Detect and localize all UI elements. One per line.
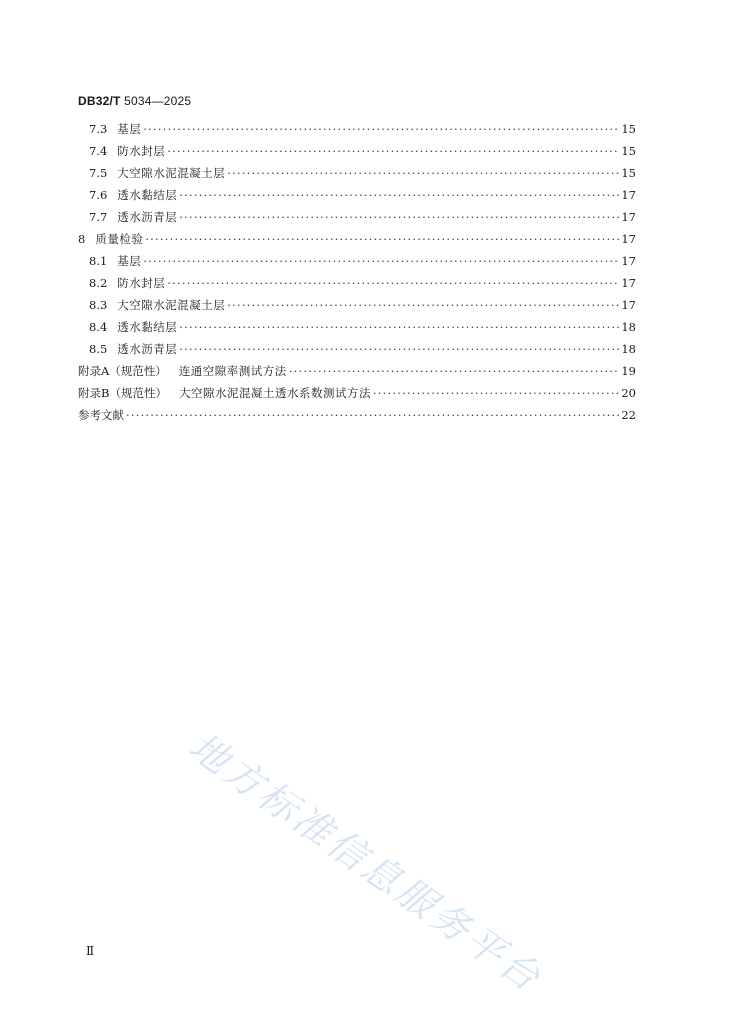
toc-entry-page: 18 xyxy=(621,320,636,334)
toc-leader-dots xyxy=(179,338,619,360)
toc-entry[interactable] xyxy=(78,338,636,360)
toc-leader-dots xyxy=(179,316,619,338)
toc-entry-title: 防水封层 xyxy=(117,276,166,290)
toc-leader-dots xyxy=(167,140,619,162)
toc-entry-page: 17 xyxy=(621,298,636,312)
toc-leader-dots xyxy=(145,228,619,250)
document-code-prefix: DB32/T xyxy=(78,94,121,108)
toc-entry[interactable] xyxy=(78,404,636,426)
toc-entry-title: 质量检验 xyxy=(95,232,144,246)
toc-entry-title: 大空隙水泥混凝土透水系数测试方法 xyxy=(178,386,371,400)
toc-entry-page: 15 xyxy=(621,166,636,180)
toc-entry-page: 17 xyxy=(621,254,636,268)
toc-leader-dots xyxy=(179,184,619,206)
toc-entry-number: 8.2 xyxy=(89,276,108,290)
document-code-number: 5034—2025 xyxy=(124,94,192,108)
toc-entry[interactable] xyxy=(78,316,636,338)
toc-entry[interactable] xyxy=(78,118,636,140)
toc-leader-dots xyxy=(143,250,619,272)
toc-entry-number: 8 xyxy=(78,232,86,246)
toc-entry-title: 防水封层 xyxy=(117,144,166,158)
toc-entry-page: 19 xyxy=(621,364,636,378)
toc-entry[interactable] xyxy=(78,382,636,404)
toc-entry-number: 8.3 xyxy=(89,298,108,312)
table-of-contents xyxy=(78,118,636,426)
toc-entry-title: 透水沥青层 xyxy=(117,342,178,356)
toc-entry-page: 17 xyxy=(621,232,636,246)
toc-entry-number: 8.4 xyxy=(89,320,108,334)
toc-entry-page: 18 xyxy=(621,342,636,356)
toc-entry[interactable] xyxy=(78,184,636,206)
toc-entry-title: 透水黏结层 xyxy=(117,320,178,334)
toc-entry-page: 22 xyxy=(621,408,636,422)
page-number: Ⅱ xyxy=(86,944,95,958)
toc-entry-title: 连通空隙率测试方法 xyxy=(178,364,287,378)
toc-entry[interactable] xyxy=(78,272,636,294)
toc-entry-number: 7.7 xyxy=(89,210,108,224)
toc-leader-dots xyxy=(227,162,619,184)
toc-entry[interactable] xyxy=(78,250,636,272)
toc-entry-page: 15 xyxy=(621,144,636,158)
toc-leader-dots xyxy=(227,294,619,316)
toc-leader-dots xyxy=(373,382,619,404)
toc-entry-title: 透水黏结层 xyxy=(117,188,178,202)
toc-leader-dots xyxy=(179,206,619,228)
toc-entry-number: 8.1 xyxy=(89,254,108,268)
toc-entry-number: 8.5 xyxy=(89,342,108,356)
toc-leader-dots xyxy=(289,360,620,382)
toc-entry[interactable] xyxy=(78,206,636,228)
toc-entry-page: 15 xyxy=(621,122,636,136)
toc-entry-title: 透水沥青层 xyxy=(117,210,178,224)
toc-entry[interactable] xyxy=(78,162,636,184)
toc-entry-number: 附录B（规范性） xyxy=(78,386,167,400)
toc-entry-number: 7.3 xyxy=(89,122,108,136)
toc-entry-title: 基层 xyxy=(117,122,142,136)
toc-entry[interactable] xyxy=(78,140,636,162)
toc-entry-number: 7.5 xyxy=(89,166,108,180)
toc-leader-dots xyxy=(167,272,619,294)
document-code xyxy=(78,94,191,108)
toc-entry-title: 基层 xyxy=(117,254,142,268)
toc-leader-dots xyxy=(126,404,619,426)
toc-entry-page: 17 xyxy=(621,210,636,224)
watermark: 地方标准信息服务平台 xyxy=(181,724,551,1002)
toc-entry-number: 7.6 xyxy=(89,188,108,202)
toc-leader-dots xyxy=(143,118,619,140)
toc-entry-number: 参考文献 xyxy=(78,408,124,422)
toc-entry-page: 17 xyxy=(621,276,636,290)
toc-entry-title: 大空隙水泥混凝土层 xyxy=(117,166,226,180)
toc-entry-page: 20 xyxy=(621,386,636,400)
toc-entry-number: 附录A（规范性） xyxy=(78,364,167,378)
toc-entry-number: 7.4 xyxy=(89,144,108,158)
toc-entry-page: 17 xyxy=(621,188,636,202)
toc-entry[interactable] xyxy=(78,228,636,250)
toc-entry[interactable] xyxy=(78,360,636,382)
toc-entry[interactable] xyxy=(78,294,636,316)
toc-entry-title: 大空隙水泥混凝土层 xyxy=(117,298,226,312)
